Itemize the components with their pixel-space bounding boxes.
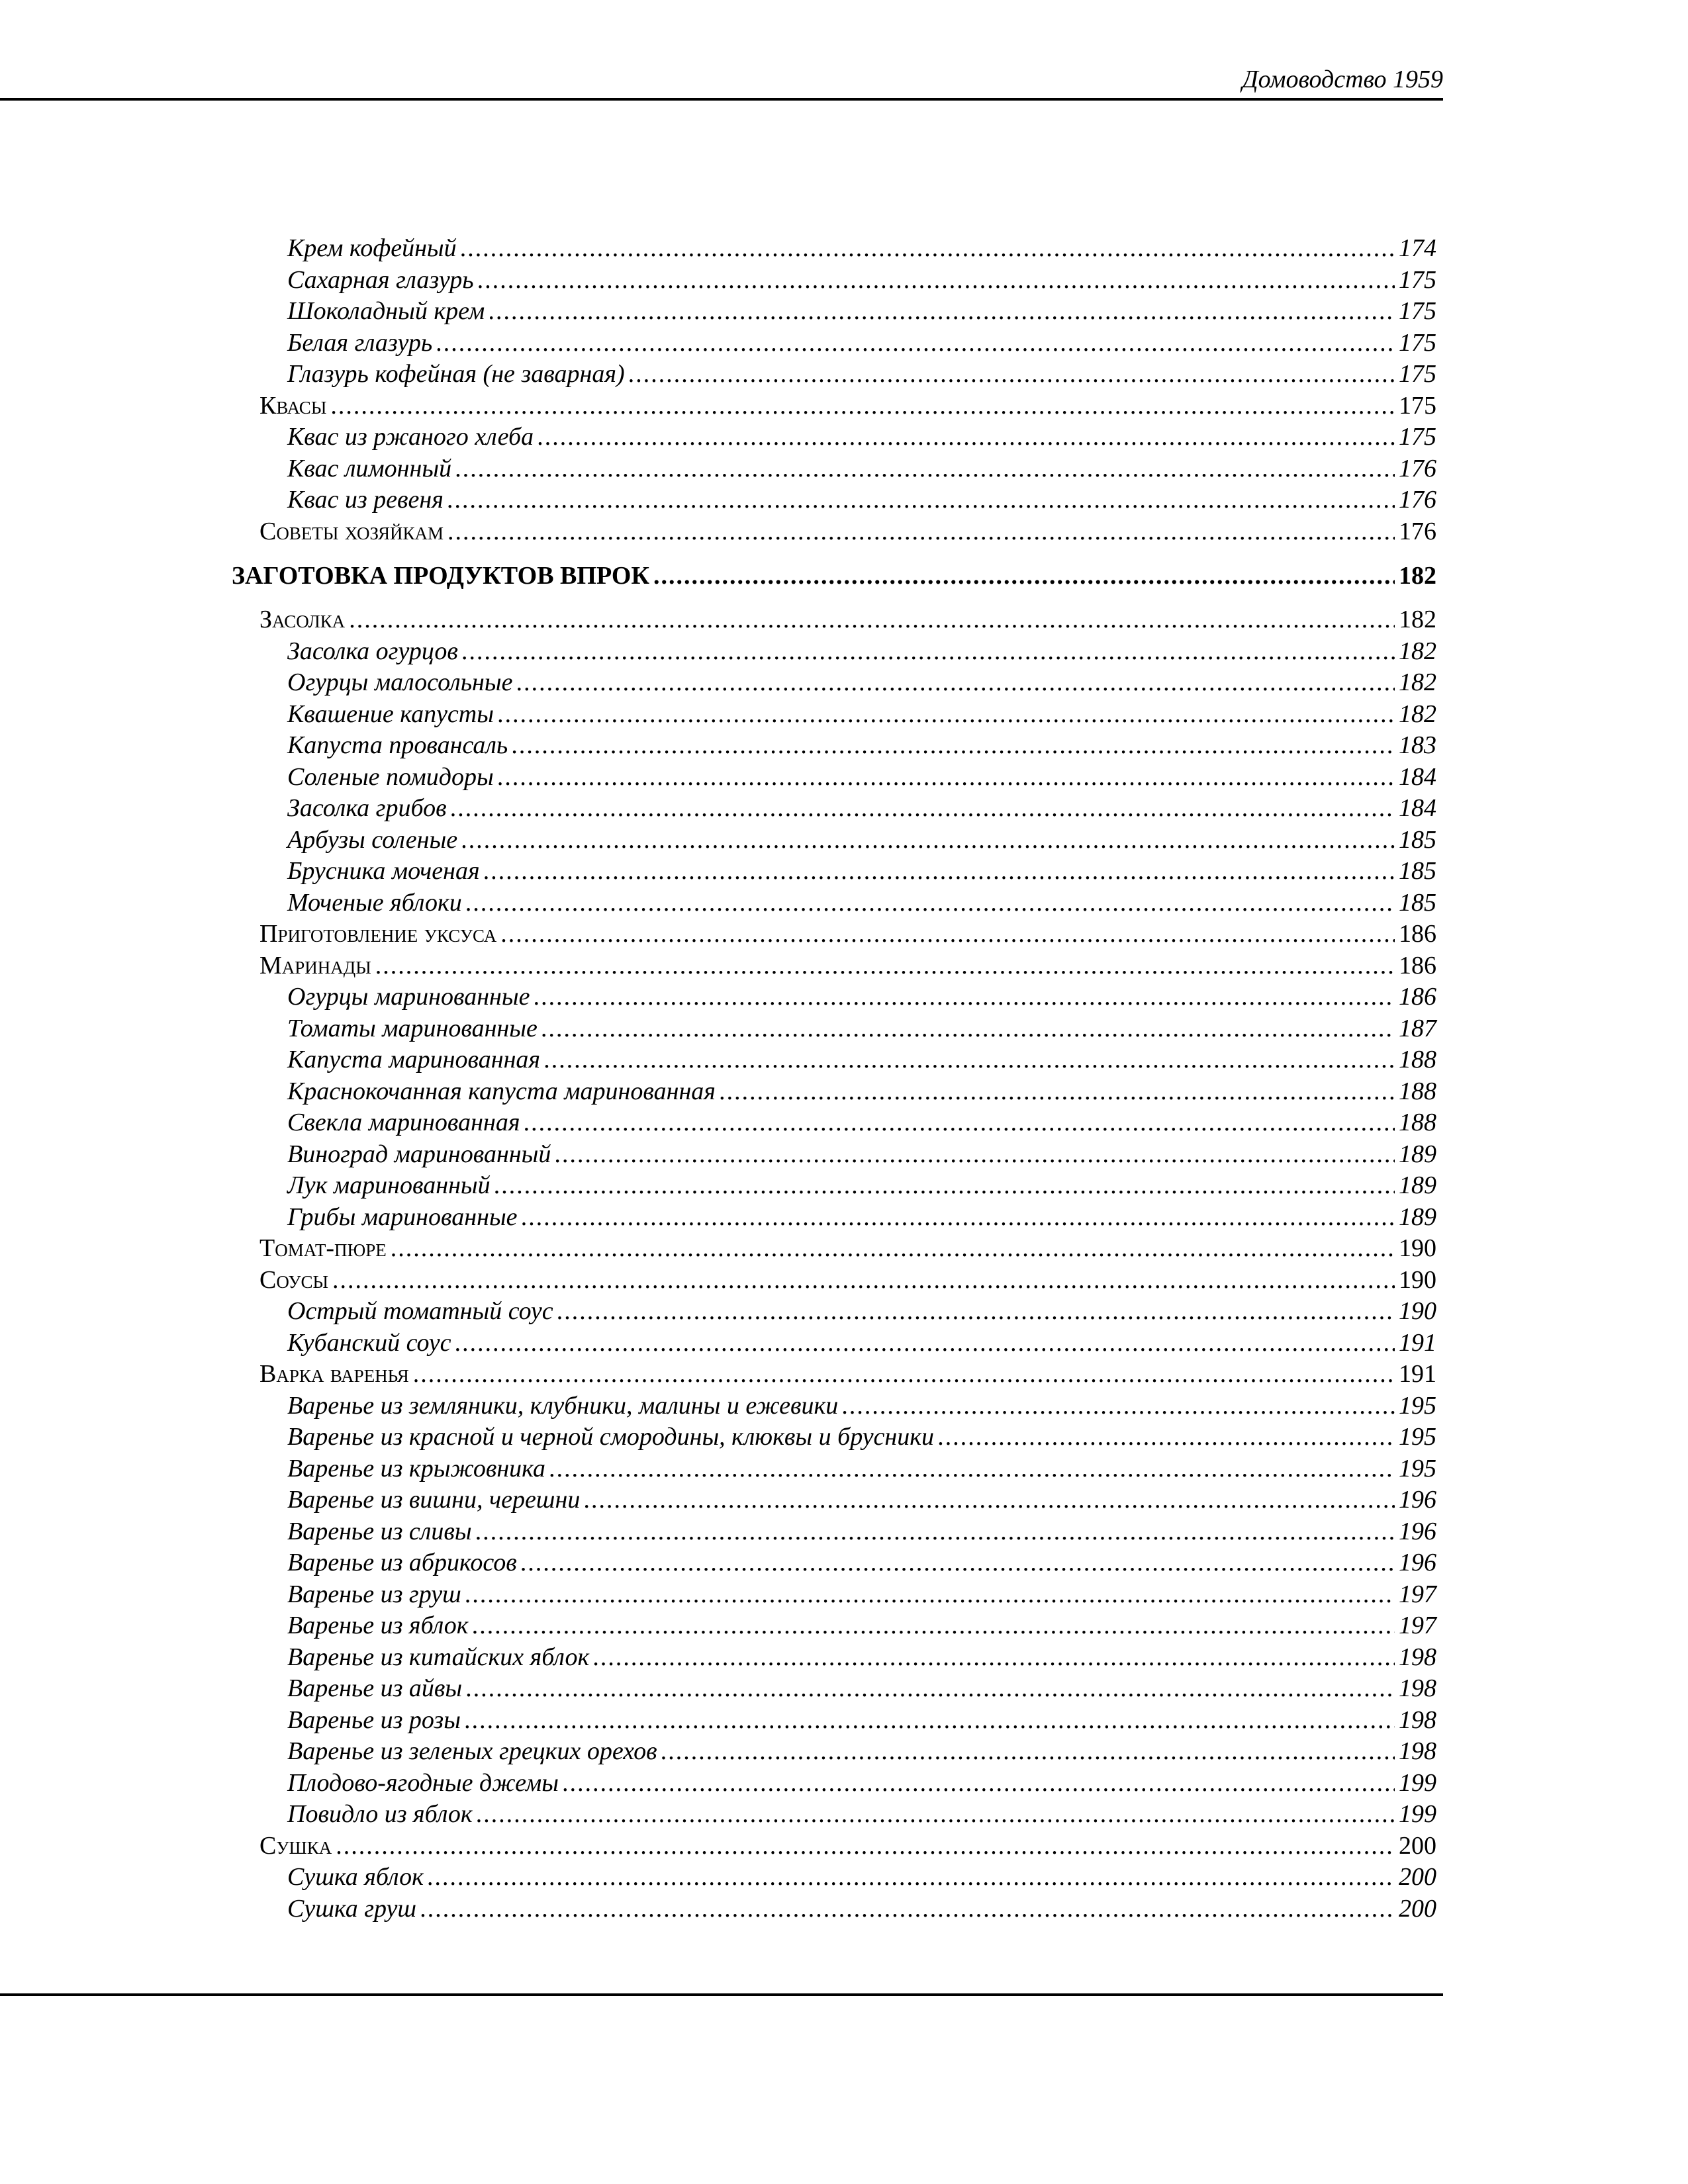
toc-entry-title: Капуста провансаль [287,731,508,759]
toc-entry-page: 196 [1399,1517,1436,1545]
toc-entry [232,1516,1436,1548]
toc-entry-title: Варенье из яблок [287,1612,469,1639]
dot-leader [465,1705,1395,1737]
toc-entry-title: Виноград маринованный [287,1140,551,1168]
toc-entry-page: 175 [1399,328,1436,357]
toc-entry [232,1484,1436,1516]
toc-entry-page: 189 [1399,1140,1436,1168]
dot-leader [629,359,1395,390]
toc-entry-page: 199 [1399,1768,1436,1797]
toc-entry-page: 186 [1399,983,1436,1011]
toc-entry-title: Варенье из розы [287,1706,461,1734]
dot-leader [521,1547,1395,1579]
toc-entry-title: Варенье из груш [287,1580,461,1608]
toc-entry-page: 190 [1399,1297,1436,1325]
toc-entry-page: 190 [1399,1265,1436,1294]
toc-entry-title: Томаты маринованные [287,1014,538,1042]
toc-entry-page: 200 [1399,1894,1436,1923]
toc-entry [232,1705,1436,1737]
toc-entry-title: Засолка [259,606,346,633]
toc-entry-page: 191 [1399,1360,1436,1388]
dot-leader [478,265,1395,296]
toc-entry-page: 198 [1399,1674,1436,1702]
toc-entry [232,1736,1436,1768]
toc-entry-page: 195 [1399,1423,1436,1451]
toc-entry-page: 197 [1399,1612,1436,1639]
toc-entry-page: 185 [1399,857,1436,885]
toc-entry-title: Варенье из сливы [287,1517,472,1545]
toc-entry-title: Глазурь кофейная (не заварная) [287,360,625,388]
dot-leader [500,919,1395,950]
toc-entry-page: 182 [1399,562,1436,590]
dot-leader [455,1328,1395,1359]
toc-entry-title: Моченые яблоки [287,888,462,917]
toc-entry [232,1579,1436,1611]
toc-entry [232,1893,1436,1925]
toc-entry-page: 196 [1399,1486,1436,1514]
toc-entry [232,887,1436,919]
toc-section [232,604,1436,636]
toc-entry [232,730,1436,762]
toc-entry [232,359,1436,390]
dot-leader [484,856,1395,887]
dot-leader [461,233,1395,265]
toc-entry-title: Варенье из вишни, черешни [287,1486,581,1514]
table-of-contents [232,233,1436,1925]
dot-leader [330,390,1395,422]
dot-leader [489,296,1395,328]
toc-entry-page: 198 [1399,1737,1436,1765]
dot-leader [557,1296,1395,1328]
toc-entry [232,1139,1436,1171]
toc-entry-page: 195 [1399,1391,1436,1420]
toc-entry-title: Квасы [259,391,327,420]
dot-leader [447,516,1395,548]
dot-leader [563,1768,1395,1799]
toc-entry [232,1610,1436,1642]
toc-entry [232,667,1436,699]
toc-entry-title: Засолка огурцов [287,637,458,665]
toc-entry-page: 199 [1399,1800,1436,1828]
toc-entry-title: Грибы маринованные [287,1203,518,1231]
dot-leader [593,1642,1395,1674]
toc-entry-page: 175 [1399,360,1436,388]
toc-entry-page: 175 [1399,391,1436,420]
toc-entry-title: Приготовление уксуса [259,920,497,948]
toc-entry [232,981,1436,1013]
toc-entry-title: Сушка [259,1831,332,1860]
toc-entry-title: Варенье из абрикосов [287,1549,517,1576]
dot-leader [524,1107,1395,1139]
dot-leader [720,1076,1395,1108]
toc-entry [232,1202,1436,1234]
toc-entry-page: 188 [1399,1109,1436,1136]
dot-leader [476,1516,1395,1548]
dot-leader [498,699,1395,731]
toc-entry-title: Белая глазурь [287,328,433,357]
header-rule [0,98,1443,101]
toc-entry-page: 185 [1399,825,1436,854]
toc-entry-page: 174 [1399,234,1436,262]
toc-entry [232,856,1436,887]
toc-entry-title: Квас из ревеня [287,486,444,514]
toc-entry [232,328,1436,359]
toc-entry-page: 196 [1399,1549,1436,1576]
toc-entry-title: Томат-пюре [259,1234,387,1262]
toc-entry-page: 190 [1399,1234,1436,1262]
dot-leader [584,1484,1395,1516]
toc-entry [232,422,1436,453]
dot-leader [447,484,1395,516]
toc-section [232,1359,1436,1390]
dot-leader [436,328,1395,359]
toc-entry [232,1862,1436,1893]
dot-leader [842,1390,1395,1422]
dot-leader [428,1862,1395,1893]
dot-leader [375,950,1395,982]
toc-entry-page: 188 [1399,1077,1436,1105]
toc-entry-title: Свекла маринованная [287,1109,520,1136]
toc-entry [232,1390,1436,1422]
toc-section [232,950,1436,982]
dot-leader [516,667,1395,699]
dot-leader [336,1831,1395,1862]
toc-entry-page: 189 [1399,1171,1436,1199]
toc-entry-page: 184 [1399,762,1436,791]
toc-entry-title: Острый томатный соус [287,1297,553,1325]
dot-leader [413,1359,1395,1390]
toc-entry-page: 195 [1399,1454,1436,1482]
dot-leader [541,1013,1395,1045]
toc-chapter [232,553,1436,599]
toc-entry-title: Советы хозяйкам [259,517,444,545]
toc-entry-page: 183 [1399,731,1436,759]
toc-section [232,1233,1436,1265]
toc-entry-title: Засолка грибов [287,794,447,822]
dot-leader [466,887,1395,919]
footer-rule [0,1993,1443,1996]
toc-entry [232,453,1436,485]
toc-entry-title: Маринады [259,951,371,979]
dot-leader [455,453,1395,485]
toc-entry-title: Капуста маринованная [287,1046,541,1073]
toc-entry-title: Соленые помидоры [287,762,494,791]
toc-entry [232,1453,1436,1485]
toc-entry-page: 182 [1399,700,1436,728]
toc-entry-page: 175 [1399,297,1436,325]
dot-leader [538,422,1395,453]
dot-leader [555,1139,1395,1171]
toc-entry-title: Варенье из китайских яблок [287,1643,590,1671]
toc-entry-title: Плодово-ягодные джемы [287,1768,559,1797]
toc-section [232,516,1436,548]
toc-entry [232,265,1436,296]
dot-leader [653,553,1395,599]
toc-entry-page: 175 [1399,423,1436,451]
toc-entry-title: Огурцы малосольные [287,668,513,696]
toc-entry-page: 184 [1399,794,1436,822]
toc-entry-title: Шоколадный крем [287,297,485,325]
dot-leader [512,730,1395,762]
dot-leader [544,1044,1395,1076]
dot-leader [522,1202,1395,1234]
toc-section [232,919,1436,950]
toc-entry [232,636,1436,668]
toc-entry [232,1768,1436,1799]
toc-entry-title: Крем кофейный [287,234,457,262]
toc-entry-title: ЗАГОТОВКА ПРОДУКТОВ ВПРОК [232,562,650,590]
toc-entry-page: 186 [1399,951,1436,979]
dot-leader [420,1893,1395,1925]
toc-entry [232,1076,1436,1108]
dot-leader [391,1233,1395,1265]
dot-leader [465,1579,1395,1611]
toc-entry [232,1642,1436,1674]
toc-entry-page: 189 [1399,1203,1436,1231]
toc-entry [232,793,1436,825]
toc-entry-page: 187 [1399,1014,1436,1042]
dot-leader [661,1736,1395,1768]
toc-entry [232,484,1436,516]
toc-section [232,1265,1436,1297]
toc-entry [232,1547,1436,1579]
toc-entry-title: Арбузы соленые [287,825,458,854]
toc-entry-title: Сушка груш [287,1894,417,1923]
toc-entry-title: Варенье из айвы [287,1674,463,1702]
dot-leader [461,825,1395,856]
toc-entry [232,699,1436,731]
dot-leader [349,604,1395,636]
toc-entry-title: Варка варенья [259,1360,409,1388]
toc-entry [232,1013,1436,1045]
toc-entry-page: 198 [1399,1706,1436,1734]
dot-leader [549,1453,1395,1485]
toc-entry-page: 176 [1399,486,1436,514]
toc-entry-title: Повидло из яблок [287,1800,473,1828]
toc-entry [232,825,1436,856]
toc-entry-page: 188 [1399,1046,1436,1073]
toc-entry [232,1799,1436,1831]
toc-entry-title: Квас из ржаного хлеба [287,423,534,451]
toc-entry-title: Варенье из земляники, клубники, малины и ежевики [287,1391,839,1420]
toc-entry [232,1673,1436,1705]
toc-entry-title: Лук маринованный [287,1171,491,1199]
toc-entry-page: 182 [1399,668,1436,696]
dot-leader [451,793,1395,825]
dot-leader [494,1170,1395,1202]
dot-leader [534,981,1395,1013]
toc-entry-page: 191 [1399,1328,1436,1357]
toc-entry-page: 182 [1399,606,1436,633]
toc-section [232,390,1436,422]
toc-entry [232,1422,1436,1453]
toc-entry-title: Квашение капусты [287,700,494,728]
dot-leader [477,1799,1395,1831]
toc-entry-title: Кубанский соус [287,1328,451,1357]
dot-leader [498,762,1395,794]
toc-entry [232,1170,1436,1202]
toc-entry [232,1328,1436,1359]
toc-entry-title: Варенье из крыжовника [287,1454,546,1482]
toc-entry-title: Соусы [259,1265,328,1294]
toc-entry-page: 198 [1399,1643,1436,1671]
toc-entry-title: Сахарная глазурь [287,265,474,294]
toc-entry [232,1044,1436,1076]
toc-entry-title: Сушка яблок [287,1863,424,1891]
toc-entry [232,762,1436,794]
toc-entry-page: 200 [1399,1831,1436,1860]
toc-entry-title: Краснокочанная капуста маринованная [287,1077,716,1105]
toc-entry-title: Огурцы маринованные [287,983,530,1011]
toc-entry-page: 182 [1399,637,1436,665]
toc-entry-page: 197 [1399,1580,1436,1608]
toc-entry-page: 176 [1399,517,1436,545]
toc-entry [232,1107,1436,1139]
toc-entry-page: 175 [1399,265,1436,294]
toc-entry-title: Варенье из зеленых грецких орехов [287,1737,657,1765]
toc-entry-page: 186 [1399,920,1436,948]
toc-entry-title: Варенье из красной и черной смородины, клюквы и брусники [287,1423,935,1451]
dot-leader [473,1610,1395,1642]
toc-entry [232,233,1436,265]
toc-entry-title: Брусника моченая [287,857,480,885]
header-title: Домоводство 1959 [1242,66,1443,93]
toc-section [232,1831,1436,1862]
toc-entry [232,1296,1436,1328]
dot-leader [462,636,1395,668]
toc-entry-page: 176 [1399,454,1436,482]
toc-entry-title: Квас лимонный [287,454,452,482]
toc-entry-page: 200 [1399,1863,1436,1891]
toc-entry [232,296,1436,328]
dot-leader [332,1265,1395,1297]
dot-leader [938,1422,1395,1453]
dot-leader [466,1673,1395,1705]
toc-entry-page: 185 [1399,888,1436,917]
